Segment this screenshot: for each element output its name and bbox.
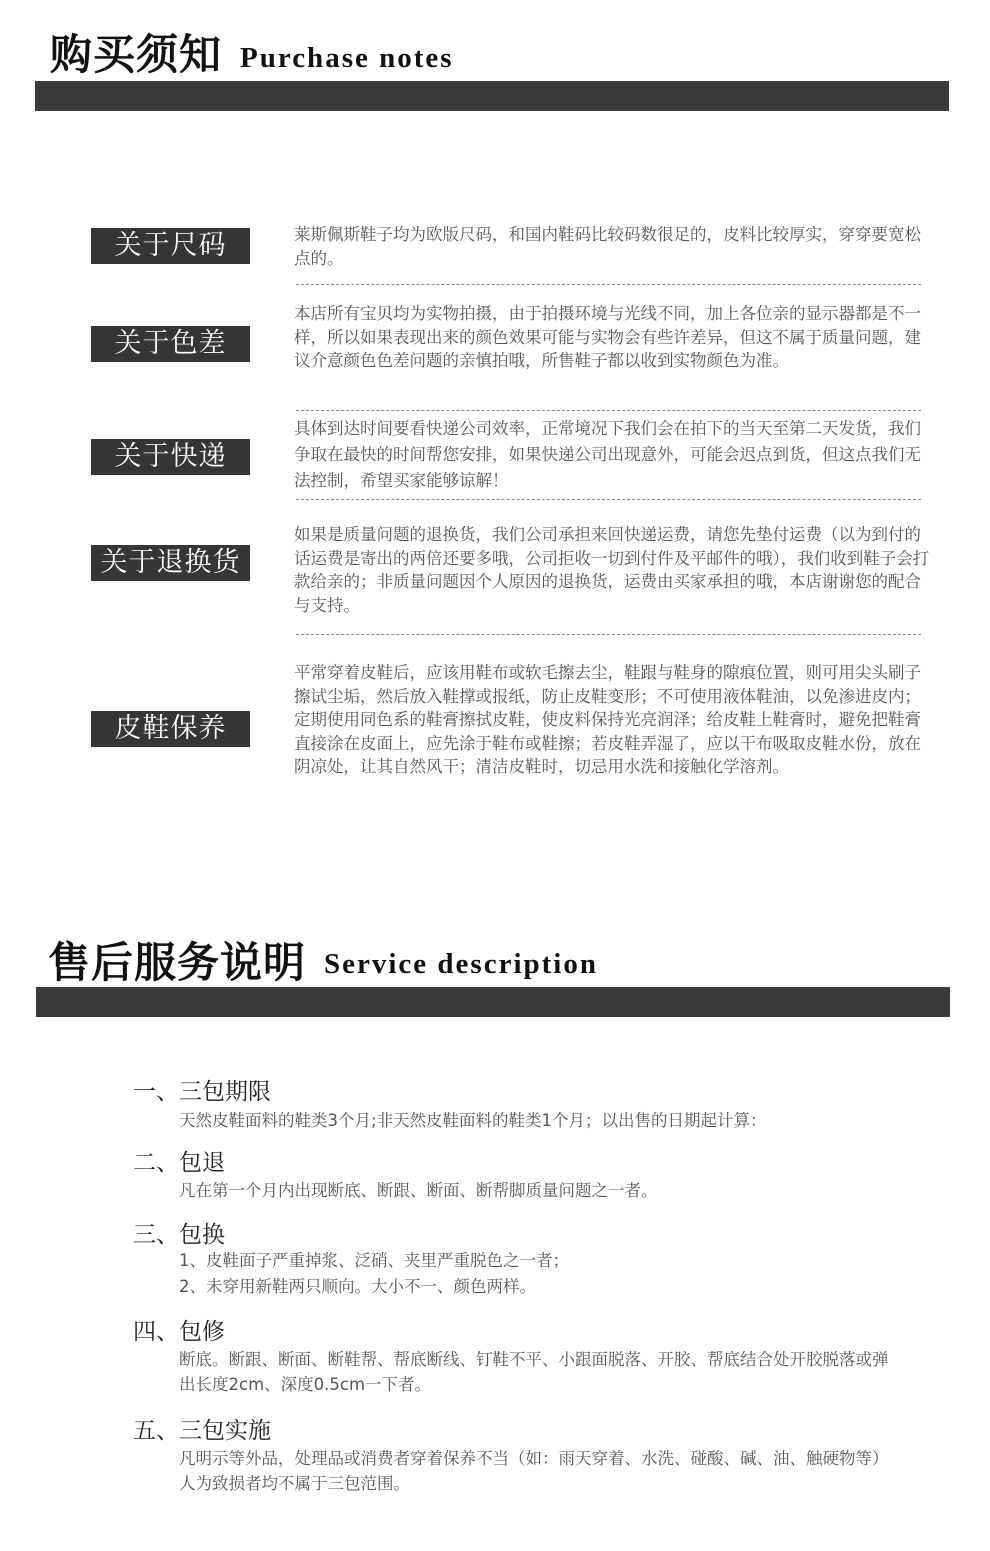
section-title-repair: 四、包修 [133,1319,225,1345]
label-color: 关于色差 [91,326,250,362]
service-title-cn: 售后服务说明 [48,938,307,987]
section-title-refund: 二、包退 [133,1150,225,1176]
desc-color: 本店所有宝贝均为实物拍摄，由于拍摄环境与光线不同，加上各位亲的显示器都是不一样，所以如果表现出来的颜色效果可能与实物会有些许差异，但这不属于质量问题，建议介意颜色色差问题的亲慎拍哦，所售鞋子都以收到实物颜色为准。 [294,304,921,370]
desc-shipping: 具体到达时间要看快递公司效率，正常境况下我们会在拍下的当天至第二天发货，我们争取在最快的时间帮您安排，如果快递公司出现意外，可能会迟点到货，但这点我们无法控制，希望买家能够谅解！ [294,419,921,490]
section-title-warranty: 一、三包期限 [133,1079,271,1105]
purchase-title-en: Purchase notes [240,42,454,74]
service-title-en: Service description [324,948,598,980]
service-header [0,920,990,1020]
desc-care: 平常穿着皮鞋后，应该用鞋布或软毛擦去尘，鞋跟与鞋身的隙痕位置，则可用尖头刷子擦试尘垢，然后放入鞋撑或报纸，防止皮鞋变形；不可使用液体鞋油，以免渗进皮内；定期使用同色系的鞋膏擦拭皮鞋，使皮料保持光亮润泽；给皮鞋上鞋膏时，避免把鞋膏直接涂在皮面上，应先涂于鞋布或鞋擦；若皮鞋弄湿了，应以干布吸取皮鞋水份，放在阴凉处，让其自然风干；清洁皮鞋时，切忌用水洗和接触化学溶剂。 [294,663,921,776]
section-line: 2、未穿用新鞋两只顺向。大小不一、颜色两样。 [179,1277,536,1296]
section-title-implementation: 五、三包实施 [133,1418,271,1444]
divider [296,284,921,285]
divider [296,410,921,411]
section-line: 断底。断跟、断面、断鞋帮、帮底断线、钉鞋不平、小跟面脱落、开胶、帮底结合处开胶脱落或弹出长度2cm、深度0.5cm一下者。 [179,1350,889,1394]
divider [296,634,921,635]
label-shipping: 关于快递 [91,439,250,475]
purchase-title-cn: 购买须知 [50,30,223,79]
divider [296,499,921,500]
desc-returns: 如果是质量问题的退换货，我们公司承担来回快递运费，请您先垫付运费（以为到付的话运费是寄出的两倍还要多哦，公司拒收一切到付件及平邮件的哦），我们收到鞋子会打款给亲的；非质量问题因个人原因的退换货，运费由买家承担的哦，本店谢谢您的配合与支持。 [294,525,930,615]
section-line: 天然皮鞋面料的鞋类3个月;非天然皮鞋面料的鞋类1个月；以出售的日期起计算： [179,1111,767,1130]
purchase-header-bar [35,81,949,111]
section-line: 凡在第一个月内出现断底、断跟、断面、断帮脚质量问题之一者。 [179,1181,658,1200]
label-care: 皮鞋保养 [91,711,250,747]
section-line: 1、皮鞋面子严重掉浆、泛硝、夹里严重脱色之一者； [179,1251,569,1270]
label-returns: 关于退换货 [91,545,250,581]
label-size: 关于尺码 [91,228,250,264]
section-line: 凡明示等外品，处理品或消费者穿着保养不当（如：雨天穿着、水洗、碰酸、碱、油、触硬物等）人为致损者均不属于三包范围。 [179,1449,889,1493]
purchase-header [0,0,990,115]
section-title-exchange: 三、包换 [133,1222,225,1248]
desc-size: 莱斯佩斯鞋子均为欧版尺码，和国内鞋码比较码数很足的，皮料比较厚实，穿穿要宽松点的。 [294,225,921,268]
service-header-bar [36,987,950,1017]
